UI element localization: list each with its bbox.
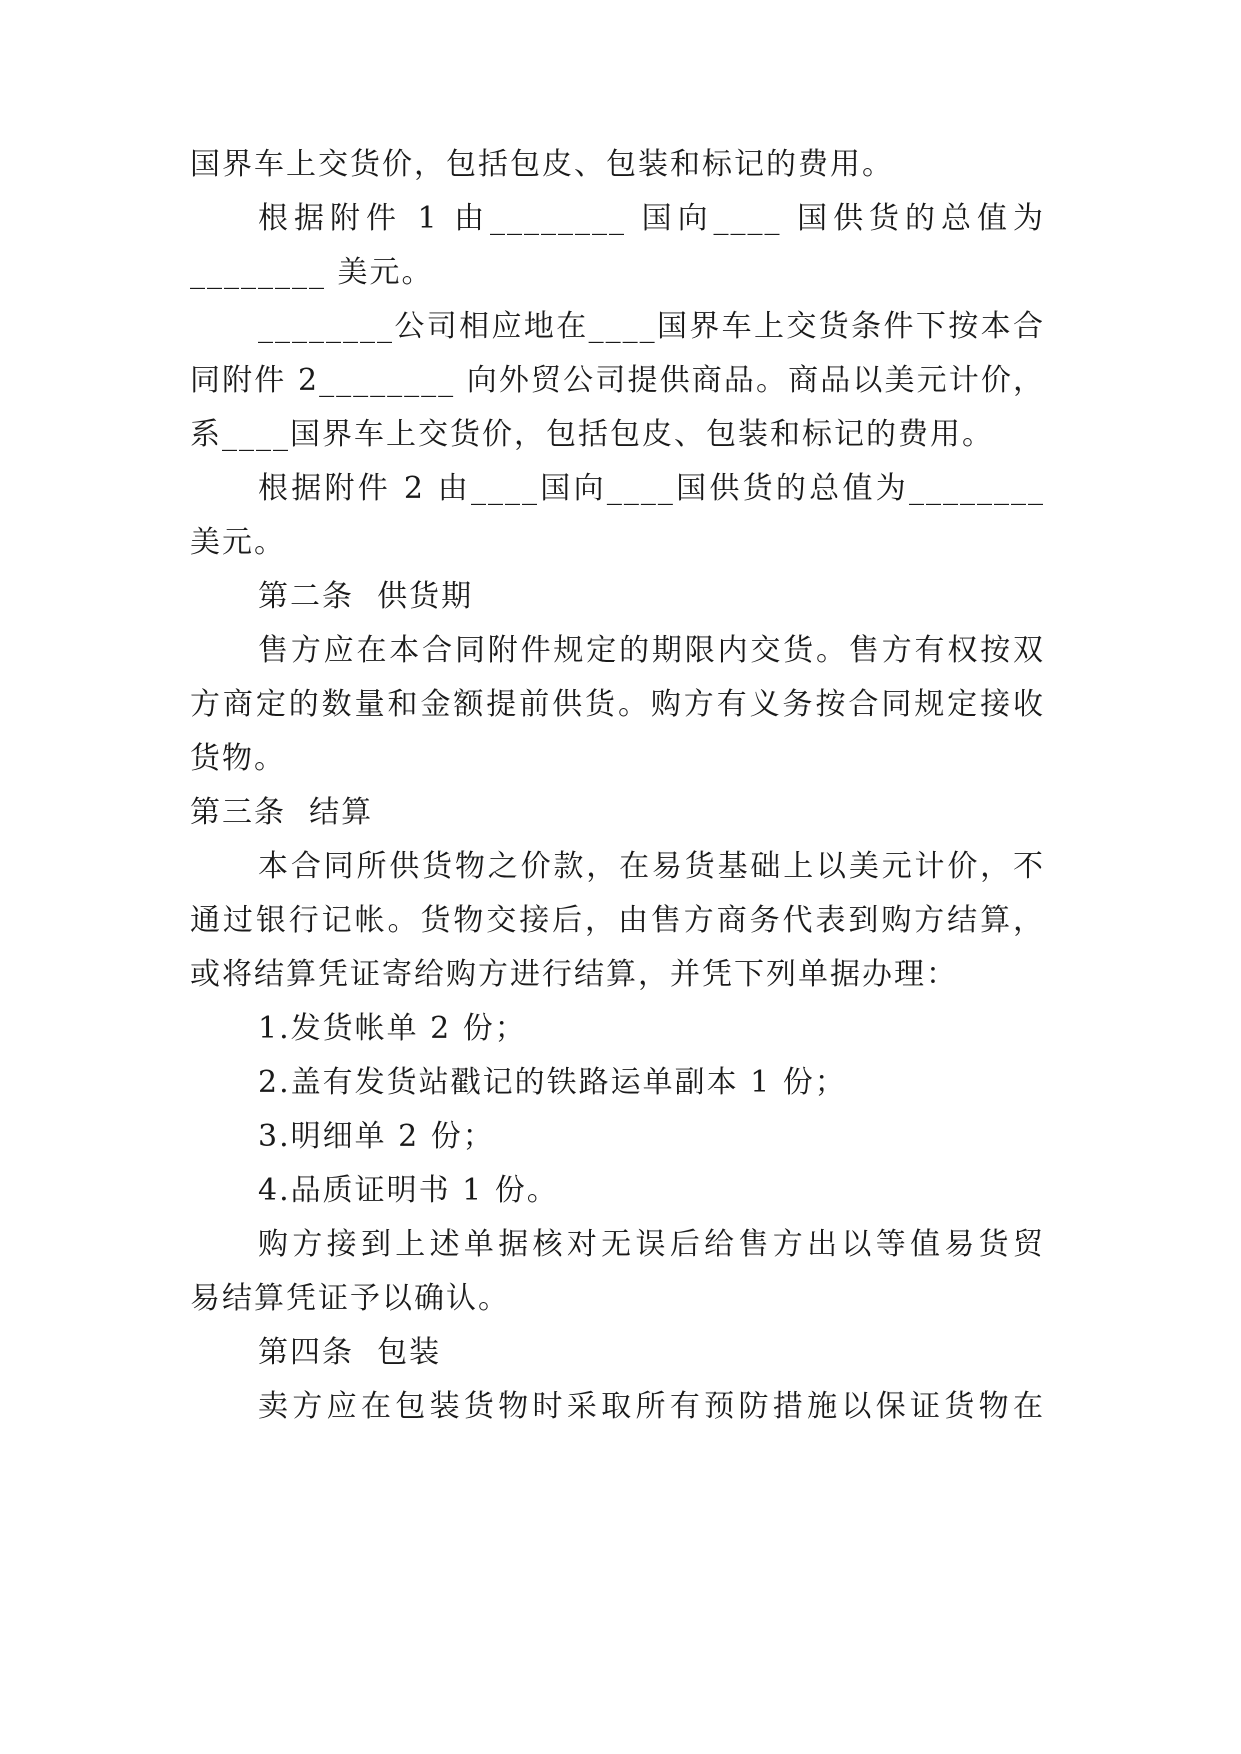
section-heading: 第三条 结算 [190,795,374,830]
text-line: 国界车上交货价，包括包皮、包装和标记的费用。 [190,147,894,182]
list-item: 4.品质证明书 1 份。 [258,1173,559,1208]
text-line: 方商定的数量和金额提前供货。购方有义务按合同规定接收 [190,687,1045,722]
text-line: 通过银行记帐。货物交接后，由售方商务代表到购方结算， [190,903,1045,938]
list-item: 3.明细单 2 份； [258,1119,495,1154]
text-line: 根据附件 1 由________ 国向____ 国供货的总值为 [258,201,1045,236]
list-item: 1.发货帐单 2 份； [258,1011,527,1046]
text-line: 本合同所供货物之价款，在易货基础上以美元计价，不 [258,849,1045,884]
section-heading: 第四条 包装 [258,1335,442,1370]
list-item: 2.盖有发货站戳记的铁路运单副本 1 份； [258,1065,847,1100]
text-line: 根据附件 2 由____国向____国供货的总值为________ [258,471,1045,506]
text-line: ________公司相应地在____国界车上交货条件下按本合 [258,309,1045,344]
text-line: ________ 美元。 [190,255,434,290]
text-line: 售方应在本合同附件规定的期限内交货。售方有权按双 [258,633,1045,668]
text-line: 系____国界车上交货价，包括包皮、包装和标记的费用。 [190,417,994,452]
text-line: 美元。 [190,525,286,560]
text-line: 卖方应在包装货物时采取所有预防措施以保证货物在 [258,1389,1045,1424]
text-line: 货物。 [190,741,286,776]
section-heading: 第二条 供货期 [258,579,474,614]
text-line: 或将结算凭证寄给购方进行结算，并凭下列单据办理： [190,957,958,992]
text-line: 同附件 2________ 向外贸公司提供商品。商品以美元计价， [190,363,1045,398]
text-line: 购方接到上述单据核对无误后给售方出以等值易货贸 [258,1227,1045,1262]
text-line: 易结算凭证予以确认。 [190,1281,510,1316]
